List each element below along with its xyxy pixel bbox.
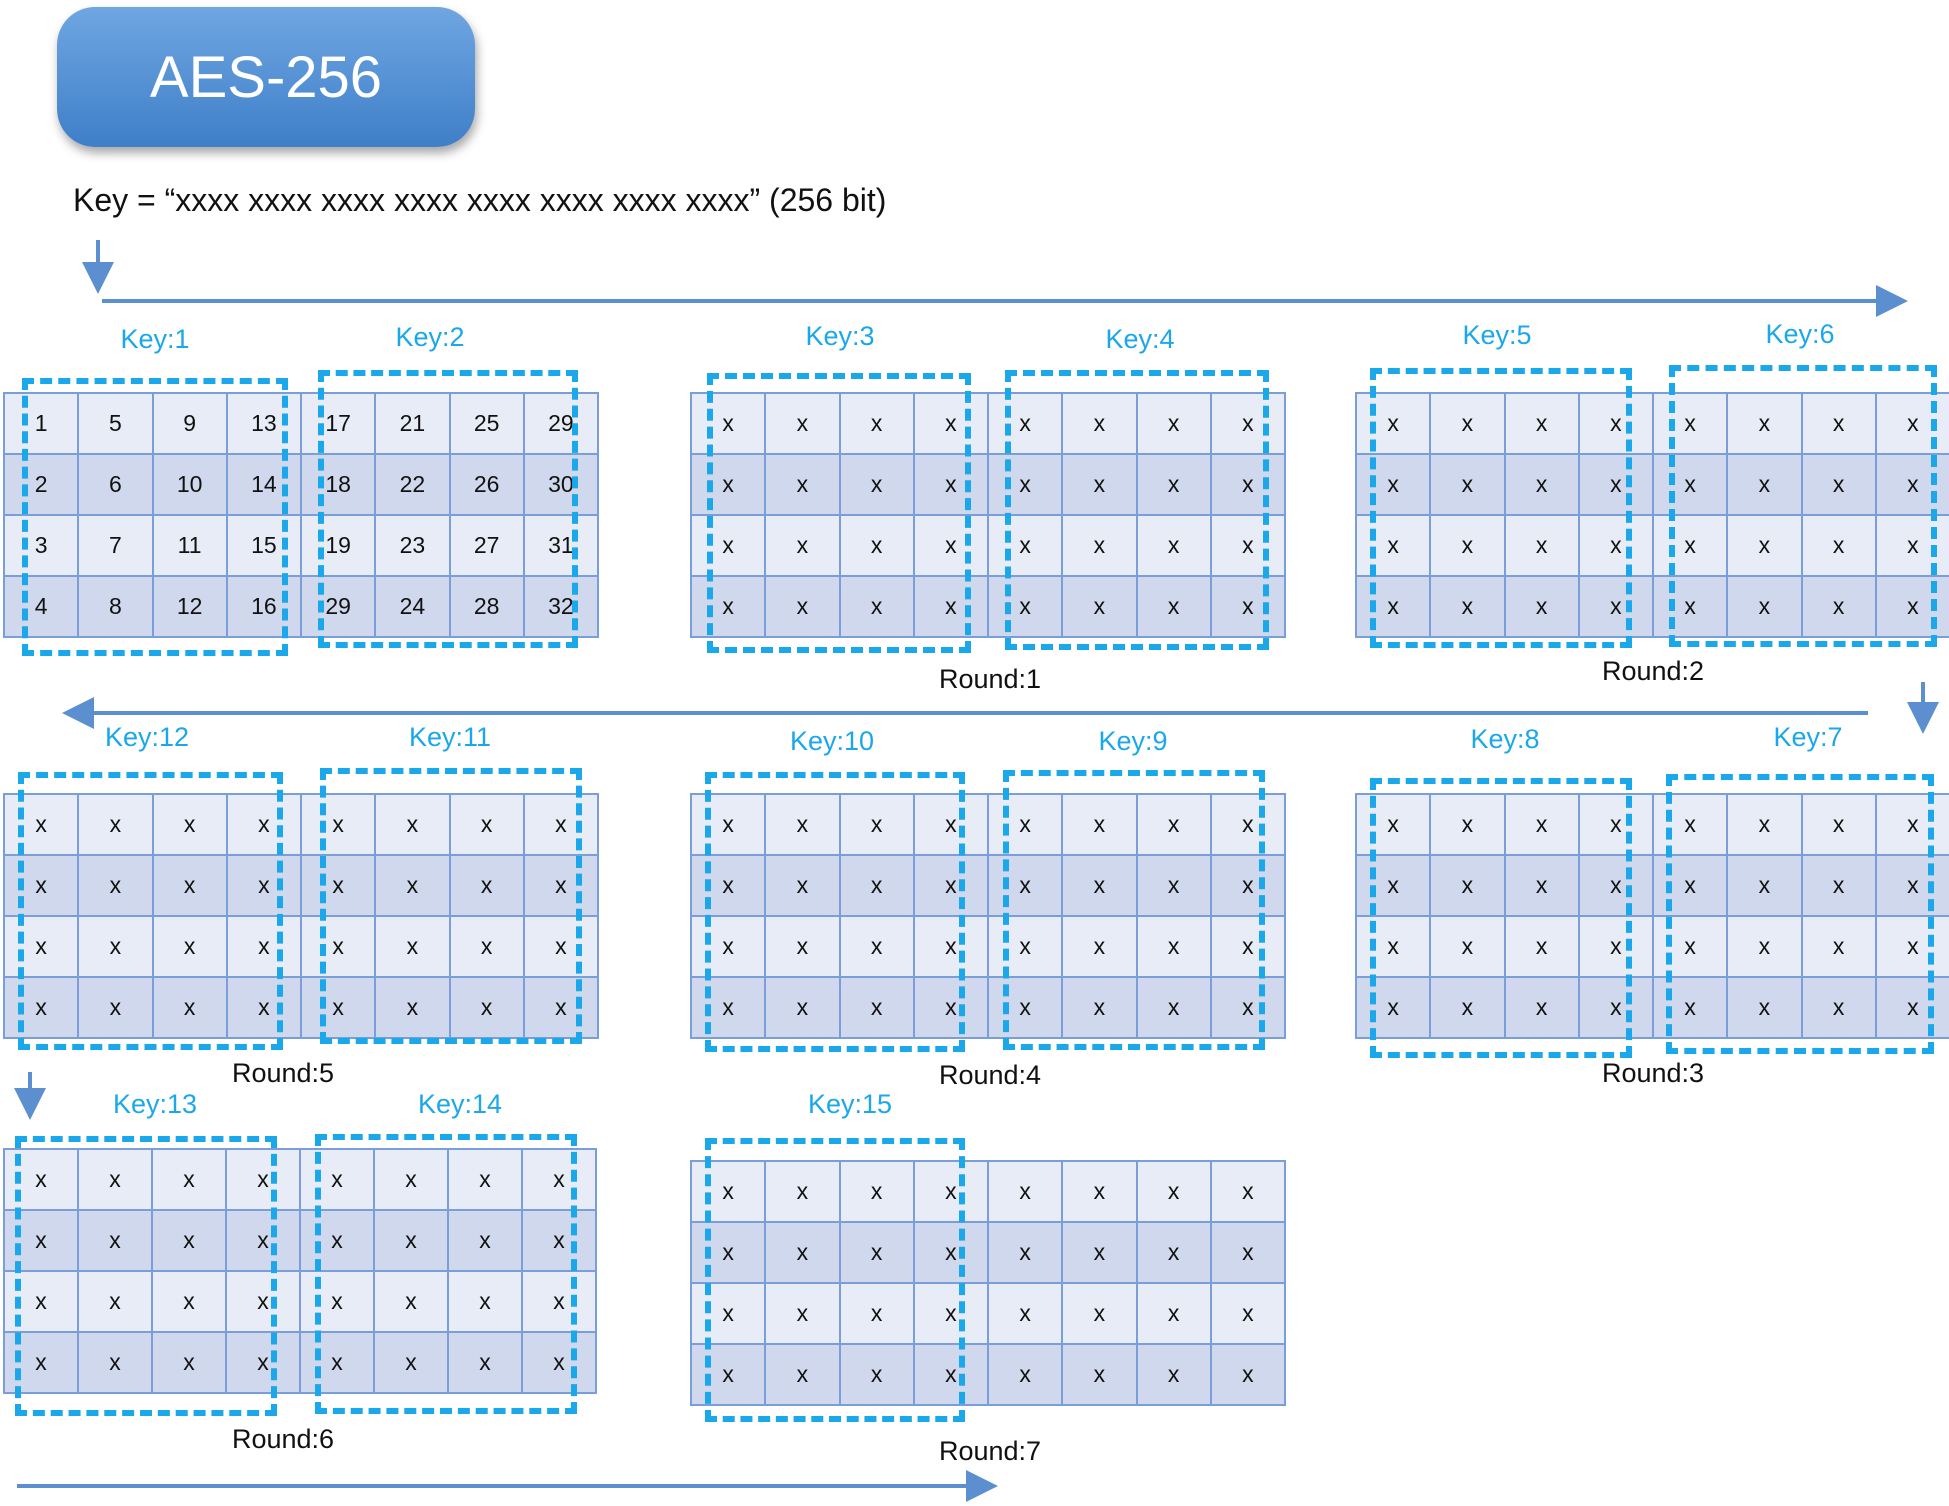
grid-cell: 4: [5, 577, 79, 638]
grid-cell: x: [376, 795, 450, 856]
grid-cell: x: [302, 978, 376, 1039]
grid-cell: 29: [302, 577, 376, 638]
state-grid-round-4: [690, 793, 1286, 1039]
grid-cell: x: [302, 856, 376, 917]
grid-cell: x: [1654, 795, 1728, 856]
grid-cell: 19: [302, 516, 376, 577]
grid-cell: x: [375, 1211, 449, 1272]
grid-cell: x: [451, 978, 525, 1039]
grid-cell: x: [1506, 577, 1580, 638]
grid-cell: x: [1877, 455, 1949, 516]
grid-cell: x: [1580, 795, 1654, 856]
key-label: Key:12: [104, 722, 190, 752]
round-label: Round:6: [231, 1424, 335, 1454]
key-label: Key:8: [1470, 724, 1540, 754]
grid-cell: 22: [376, 455, 450, 516]
grid-cell: x: [1506, 917, 1580, 978]
grid-cell: x: [766, 1284, 840, 1345]
grid-cell: x: [1877, 516, 1949, 577]
grid-cell: x: [227, 1333, 301, 1394]
grid-cell: x: [1803, 978, 1877, 1039]
grid-cell: x: [1138, 455, 1212, 516]
grid-cell: x: [227, 1211, 301, 1272]
grid-cell: x: [5, 1150, 79, 1211]
grid-cell: x: [1654, 516, 1728, 577]
grid-cell: x: [1580, 394, 1654, 455]
grid-cell: x: [989, 978, 1063, 1039]
grid-cell: x: [841, 795, 915, 856]
grid-cell: x: [79, 795, 153, 856]
grid-cell: x: [692, 1162, 766, 1223]
grid-cell: x: [1654, 978, 1728, 1039]
grid-cell: x: [376, 856, 450, 917]
grid-cell: x: [1431, 856, 1505, 917]
grid-cell: x: [692, 394, 766, 455]
grid-cell: x: [154, 795, 228, 856]
grid-cell: x: [5, 795, 79, 856]
grid-cell: x: [841, 455, 915, 516]
grid-cell: x: [1138, 1345, 1212, 1406]
grid-cell: x: [841, 1223, 915, 1284]
grid-cell: x: [692, 1284, 766, 1345]
grid-cell: x: [449, 1272, 523, 1333]
grid-cell: x: [153, 1211, 227, 1272]
grid-cell: x: [1357, 516, 1431, 577]
grid-cell: x: [1063, 394, 1137, 455]
grid-cell: 31: [525, 516, 599, 577]
key-label: Key:5: [1462, 320, 1532, 350]
round-label: Round:3: [1601, 1058, 1705, 1088]
grid-cell: x: [1654, 577, 1728, 638]
grid-cell: 3: [5, 516, 79, 577]
grid-cell: x: [228, 856, 302, 917]
state-grid-round1-initial: [3, 392, 599, 638]
grid-cell: x: [228, 795, 302, 856]
grid-cell: x: [523, 1333, 597, 1394]
grid-cell: x: [915, 917, 989, 978]
grid-cell: x: [766, 455, 840, 516]
grid-cell: x: [1212, 1345, 1286, 1406]
grid-cell: x: [153, 1333, 227, 1394]
grid-cell: 6: [79, 455, 153, 516]
grid-cell: x: [1063, 1284, 1137, 1345]
key-label: Key:1: [120, 324, 190, 354]
grid-cell: x: [1654, 394, 1728, 455]
grid-cell: x: [1063, 856, 1137, 917]
key-label: Key:11: [408, 722, 492, 752]
grid-cell: x: [227, 1150, 301, 1211]
grid-cell: x: [915, 516, 989, 577]
grid-cell: 12: [154, 577, 228, 638]
grid-cell: x: [1212, 917, 1286, 978]
grid-cell: x: [766, 978, 840, 1039]
grid-cell: x: [525, 917, 599, 978]
grid-cell: x: [1877, 394, 1949, 455]
grid-cell: x: [692, 917, 766, 978]
grid-cell: x: [525, 978, 599, 1039]
grid-cell: x: [692, 577, 766, 638]
grid-cell: x: [1063, 455, 1137, 516]
grid-cell: x: [302, 917, 376, 978]
grid-cell: x: [766, 795, 840, 856]
grid-cell: x: [1728, 577, 1802, 638]
grid-cell: x: [1212, 795, 1286, 856]
grid-cell: x: [692, 455, 766, 516]
grid-cell: x: [449, 1333, 523, 1394]
grid-cell: x: [1138, 978, 1212, 1039]
grid-cell: x: [1580, 516, 1654, 577]
grid-cell: x: [1212, 455, 1286, 516]
grid-cell: x: [1357, 394, 1431, 455]
grid-cell: x: [1138, 795, 1212, 856]
grid-cell: x: [1803, 795, 1877, 856]
grid-cell: x: [301, 1211, 375, 1272]
grid-cell: x: [1728, 856, 1802, 917]
grid-cell: x: [1212, 978, 1286, 1039]
state-grid-round-5: [3, 793, 599, 1039]
grid-cell: x: [79, 856, 153, 917]
grid-cell: x: [841, 516, 915, 577]
grid-cell: x: [915, 394, 989, 455]
grid-cell: x: [375, 1150, 449, 1211]
grid-cell: x: [1212, 1223, 1286, 1284]
grid-cell: x: [153, 1272, 227, 1333]
grid-cell: x: [989, 795, 1063, 856]
grid-cell: x: [989, 917, 1063, 978]
grid-cell: x: [79, 1333, 153, 1394]
grid-cell: x: [375, 1333, 449, 1394]
round-label: Round:2: [1601, 656, 1705, 686]
grid-cell: x: [1580, 917, 1654, 978]
grid-cell: x: [1431, 455, 1505, 516]
grid-cell: x: [1063, 978, 1137, 1039]
grid-cell: x: [1138, 1162, 1212, 1223]
grid-cell: 2: [5, 455, 79, 516]
grid-cell: x: [915, 1162, 989, 1223]
grid-cell: x: [841, 577, 915, 638]
grid-cell: x: [376, 978, 450, 1039]
grid-cell: x: [1357, 795, 1431, 856]
grid-cell: x: [1431, 917, 1505, 978]
grid-cell: x: [1506, 795, 1580, 856]
grid-cell: 21: [376, 394, 450, 455]
grid-cell: x: [1138, 394, 1212, 455]
grid-cell: x: [1212, 1284, 1286, 1345]
grid-cell: x: [1063, 1162, 1137, 1223]
grid-cell: x: [1728, 795, 1802, 856]
grid-cell: x: [154, 856, 228, 917]
grid-cell: x: [1728, 516, 1802, 577]
grid-cell: x: [915, 577, 989, 638]
grid-cell: 11: [154, 516, 228, 577]
grid-cell: x: [1357, 917, 1431, 978]
key-label: Key:3: [805, 321, 875, 351]
grid-cell: 8: [79, 577, 153, 638]
grid-cell: 18: [302, 455, 376, 516]
grid-cell: 10: [154, 455, 228, 516]
grid-cell: x: [915, 1345, 989, 1406]
key-label: Key:9: [1098, 726, 1168, 756]
grid-cell: x: [841, 1162, 915, 1223]
grid-cell: x: [989, 516, 1063, 577]
grid-cell: x: [915, 1284, 989, 1345]
grid-cell: x: [1063, 516, 1137, 577]
round-label: Round:7: [938, 1436, 1042, 1466]
key-definition: Key = “xxxx xxxx xxxx xxxx xxxx xxxx xxxx xxxx” (256 bit): [73, 182, 887, 218]
grid-cell: x: [989, 1345, 1063, 1406]
grid-cell: x: [989, 455, 1063, 516]
grid-cell: x: [1803, 455, 1877, 516]
grid-cell: x: [451, 917, 525, 978]
grid-cell: x: [451, 856, 525, 917]
grid-cell: x: [79, 1150, 153, 1211]
state-grid-round-1: [690, 392, 1286, 638]
round-label: Round:5: [231, 1058, 335, 1088]
key-label: Key:15: [807, 1089, 893, 1119]
grid-cell: x: [1803, 394, 1877, 455]
grid-cell: x: [1138, 1223, 1212, 1284]
grid-cell: x: [766, 917, 840, 978]
grid-cell: x: [153, 1150, 227, 1211]
grid-cell: x: [1803, 516, 1877, 577]
grid-cell: x: [375, 1272, 449, 1333]
grid-cell: x: [1063, 1345, 1137, 1406]
key-label: Key:13: [112, 1089, 198, 1119]
grid-cell: x: [989, 394, 1063, 455]
grid-cell: x: [1212, 516, 1286, 577]
grid-cell: x: [1063, 795, 1137, 856]
grid-cell: x: [1728, 917, 1802, 978]
grid-cell: x: [1138, 1284, 1212, 1345]
grid-cell: x: [79, 978, 153, 1039]
state-grid-round-6: [3, 1148, 597, 1394]
key-label: Key:10: [789, 726, 875, 756]
grid-cell: x: [1728, 455, 1802, 516]
grid-cell: x: [841, 978, 915, 1039]
grid-cell: x: [301, 1333, 375, 1394]
grid-cell: x: [1138, 516, 1212, 577]
grid-cell: x: [449, 1211, 523, 1272]
key-label: Key:6: [1765, 319, 1835, 349]
grid-cell: x: [1580, 577, 1654, 638]
grid-cell: x: [1877, 577, 1949, 638]
grid-cell: x: [1212, 577, 1286, 638]
grid-cell: x: [1580, 978, 1654, 1039]
grid-cell: x: [1431, 577, 1505, 638]
grid-cell: x: [766, 516, 840, 577]
grid-cell: 25: [451, 394, 525, 455]
grid-cell: x: [766, 577, 840, 638]
key-label: Key:14: [417, 1089, 503, 1119]
grid-cell: x: [841, 1284, 915, 1345]
grid-cell: x: [1506, 978, 1580, 1039]
key-label: Key:2: [395, 322, 465, 352]
grid-cell: x: [692, 1223, 766, 1284]
state-grid-round-2: [1355, 392, 1949, 638]
grid-cell: x: [1654, 455, 1728, 516]
grid-cell: x: [841, 1345, 915, 1406]
grid-cell: x: [989, 1284, 1063, 1345]
grid-cell: x: [1138, 917, 1212, 978]
grid-cell: x: [1580, 856, 1654, 917]
grid-cell: 15: [228, 516, 302, 577]
grid-cell: x: [523, 1272, 597, 1333]
grid-cell: 30: [525, 455, 599, 516]
grid-cell: x: [1357, 978, 1431, 1039]
grid-cell: x: [692, 795, 766, 856]
grid-cell: 26: [451, 455, 525, 516]
grid-cell: x: [79, 1211, 153, 1272]
grid-cell: x: [841, 917, 915, 978]
grid-cell: x: [1728, 978, 1802, 1039]
grid-cell: x: [5, 1333, 79, 1394]
grid-cell: x: [766, 394, 840, 455]
grid-cell: x: [1803, 856, 1877, 917]
grid-cell: x: [154, 978, 228, 1039]
grid-cell: x: [1063, 917, 1137, 978]
grid-cell: x: [1431, 394, 1505, 455]
grid-cell: 24: [376, 577, 450, 638]
grid-cell: x: [1357, 856, 1431, 917]
grid-cell: x: [766, 1345, 840, 1406]
grid-cell: x: [301, 1272, 375, 1333]
grid-cell: x: [228, 917, 302, 978]
round-label: Round:4: [938, 1060, 1042, 1090]
grid-cell: x: [1654, 856, 1728, 917]
grid-cell: 29: [525, 394, 599, 455]
grid-cell: 13: [228, 394, 302, 455]
grid-cell: x: [989, 1223, 1063, 1284]
grid-cell: x: [1431, 795, 1505, 856]
key-label: Key:4: [1105, 324, 1175, 354]
grid-cell: x: [841, 856, 915, 917]
grid-cell: x: [154, 917, 228, 978]
grid-cell: x: [5, 978, 79, 1039]
state-grid-round-7: [690, 1160, 1286, 1406]
grid-cell: x: [376, 917, 450, 978]
grid-cell: x: [228, 978, 302, 1039]
grid-cell: x: [79, 1272, 153, 1333]
grid-cell: x: [1357, 455, 1431, 516]
grid-cell: x: [449, 1150, 523, 1211]
grid-cell: x: [915, 1223, 989, 1284]
title-text: AES-256: [149, 44, 383, 110]
grid-cell: x: [1877, 917, 1949, 978]
grid-cell: x: [302, 795, 376, 856]
grid-cell: x: [1877, 795, 1949, 856]
grid-cell: x: [1357, 577, 1431, 638]
grid-cell: x: [525, 856, 599, 917]
grid-cell: x: [1803, 577, 1877, 638]
grid-cell: x: [692, 856, 766, 917]
grid-cell: 16: [228, 577, 302, 638]
grid-cell: x: [1654, 917, 1728, 978]
grid-cell: x: [79, 917, 153, 978]
grid-cell: x: [451, 795, 525, 856]
grid-cell: x: [1506, 394, 1580, 455]
grid-cell: x: [5, 856, 79, 917]
grid-cell: x: [1803, 917, 1877, 978]
grid-cell: 27: [451, 516, 525, 577]
grid-cell: x: [766, 1162, 840, 1223]
grid-cell: x: [1506, 516, 1580, 577]
grid-cell: 28: [451, 577, 525, 638]
grid-cell: x: [915, 856, 989, 917]
grid-cell: x: [1431, 978, 1505, 1039]
state-grid-round-3: [1355, 793, 1949, 1039]
grid-cell: x: [5, 1272, 79, 1333]
grid-cell: x: [1506, 856, 1580, 917]
grid-cell: x: [692, 978, 766, 1039]
grid-cell: x: [1580, 455, 1654, 516]
grid-cell: x: [1063, 577, 1137, 638]
grid-cell: x: [915, 795, 989, 856]
grid-cell: x: [1212, 1162, 1286, 1223]
grid-cell: x: [5, 1211, 79, 1272]
grid-cell: x: [692, 1345, 766, 1406]
grid-cell: x: [1728, 394, 1802, 455]
grid-cell: x: [989, 577, 1063, 638]
grid-cell: x: [766, 1223, 840, 1284]
grid-cell: x: [301, 1150, 375, 1211]
grid-cell: 1: [5, 394, 79, 455]
grid-cell: x: [523, 1211, 597, 1272]
grid-cell: 9: [154, 394, 228, 455]
grid-cell: x: [525, 795, 599, 856]
grid-cell: x: [915, 455, 989, 516]
grid-cell: x: [523, 1150, 597, 1211]
grid-cell: x: [1877, 978, 1949, 1039]
grid-cell: x: [1138, 856, 1212, 917]
grid-cell: x: [1063, 1223, 1137, 1284]
grid-cell: x: [989, 856, 1063, 917]
grid-cell: 14: [228, 455, 302, 516]
grid-cell: x: [227, 1272, 301, 1333]
grid-cell: x: [692, 516, 766, 577]
grid-cell: x: [1212, 394, 1286, 455]
grid-cell: x: [841, 394, 915, 455]
grid-cell: x: [1431, 516, 1505, 577]
grid-cell: x: [915, 978, 989, 1039]
grid-cell: 23: [376, 516, 450, 577]
grid-cell: x: [766, 856, 840, 917]
grid-cell: 17: [302, 394, 376, 455]
grid-cell: 7: [79, 516, 153, 577]
grid-cell: x: [1138, 577, 1212, 638]
grid-cell: x: [1506, 455, 1580, 516]
round-label: Round:1: [938, 664, 1042, 694]
grid-cell: x: [989, 1162, 1063, 1223]
grid-cell: 5: [79, 394, 153, 455]
grid-cell: x: [1877, 856, 1949, 917]
grid-cell: 32: [525, 577, 599, 638]
grid-cell: x: [5, 917, 79, 978]
grid-cell: x: [1212, 856, 1286, 917]
key-label: Key:7: [1773, 722, 1843, 752]
